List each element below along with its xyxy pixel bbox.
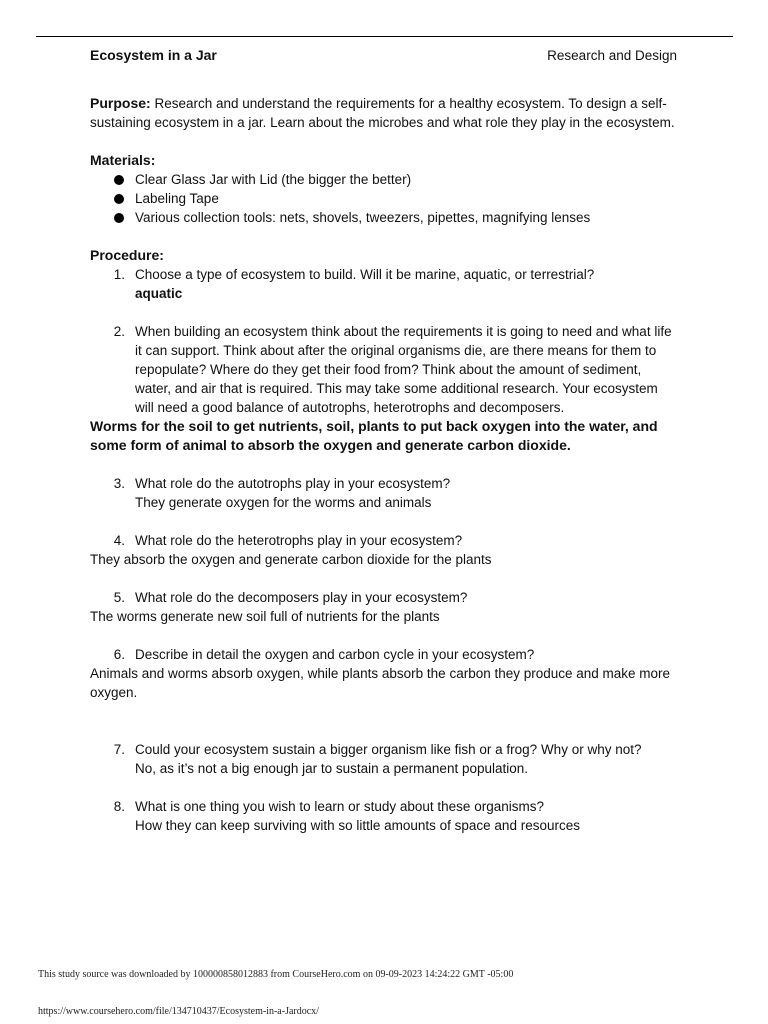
step-question: When building an ecosystem think about the requirements it is going to need and what life it can support. Think about after the original organisms die, are there means for them to repopulate? Where do they get their food from? Think about the amount of sediment, water, and air that is required. This may take some additional research. Your ecosystem will need a good balance of autotrophs, heterotrophs and decomposers.	[135, 324, 672, 415]
step-answer: The worms generate new soil full of nutrients for the plants	[90, 609, 440, 624]
bullet-icon	[114, 194, 124, 204]
source-url: https://www.coursehero.com/file/134710437/Ecosystem-in-a-Jardocx/	[38, 1006, 319, 1017]
download-notice: This study source was downloaded by 100000858012883 from CourseHero.com on 09-09-2023 14:24:22 GMT -05:00	[38, 969, 514, 980]
step-answer: They absorb the oxygen and generate carbon dioxide for the plants	[90, 552, 492, 567]
list-item: Labeling Tape	[114, 189, 680, 208]
step-question: What is one thing you wish to learn or study about these organisms?	[135, 799, 544, 814]
procedure-step-4: 4. What role do the heterotrophs play in your ecosystem?	[90, 531, 680, 550]
bullet-icon	[114, 175, 124, 185]
document-title: Ecosystem in a Jar	[90, 47, 217, 63]
step-question: What role do the decomposers play in your ecosystem?	[135, 590, 468, 605]
step-answer: How they can keep surviving with so little amounts of space and resources	[135, 818, 580, 833]
procedure-heading: Procedure:	[90, 247, 164, 263]
purpose-text: Research and understand the requirements for a healthy ecosystem. To design a self-sustaining ecosystem in a jar. Learn about the microbes and what role they play in the ecosystem.	[90, 96, 675, 130]
header-subject: Research and Design	[547, 48, 677, 63]
procedure-step-6: 6. Describe in detail the oxygen and carbon cycle in your ecosystem?	[90, 645, 680, 664]
step-answer: aquatic	[135, 286, 183, 301]
step-question: What role do the autotrophs play in your ecosystem?	[135, 476, 451, 491]
materials-list	[90, 170, 680, 227]
step-question: Could your ecosystem sustain a bigger organism like fish or a frog? Why or why not?	[135, 742, 642, 757]
bullet-icon	[114, 213, 124, 223]
purpose-paragraph	[90, 94, 680, 132]
procedure-step-1: 1. Choose a type of ecosystem to build. Will it be marine, aquatic, or terrestrial? aquatic	[90, 265, 680, 303]
procedure-step-7: 7. Could your ecosystem sustain a bigger organism like fish or a frog? Why or why not? No, as it’s not a big enough jar to sustain a permanent population.	[90, 740, 680, 778]
header-rule	[36, 36, 733, 37]
purpose-label: Purpose:	[90, 95, 151, 111]
document-body	[90, 94, 680, 835]
materials-heading: Materials:	[90, 152, 156, 168]
procedure-step-2: 2. When building an ecosystem think about the requirements it is going to need and what life it can support. Think about after the original organisms die, are there means for them to repopulate? Where do they get their food from? Think about the amount of sediment, water, and air that is required. This may take some additional research. Your ecosystem will need a good balance of autotrophs, heterotrophs and decomposers.	[90, 322, 680, 417]
list-item: Various collection tools: nets, shovels, tweezers, pipettes, magnifying lenses	[114, 208, 680, 227]
procedure-step-5: 5. What role do the decomposers play in your ecosystem?	[90, 588, 680, 607]
step-question: Choose a type of ecosystem to build. Will it be marine, aquatic, or terrestrial?	[135, 267, 595, 282]
step-answer: Animals and worms absorb oxygen, while plants absorb the carbon they produce and make more oxygen.	[90, 666, 671, 700]
procedure-step-3: 3. What role do the autotrophs play in your ecosystem? They generate oxygen for the worms and animals	[90, 474, 680, 512]
step-answer: Worms for the soil to get nutrients, soil, plants to put back oxygen into the water, and some form of animal to absorb the oxygen and generate carbon dioxide.	[90, 418, 658, 453]
step-question: What role do the heterotrophs play in your ecosystem?	[135, 533, 463, 548]
list-item: Clear Glass Jar with Lid (the bigger the better)	[114, 170, 680, 189]
step-answer: No, as it’s not a big enough jar to sustain a permanent population.	[135, 761, 529, 776]
step-answer: They generate oxygen for the worms and animals	[135, 495, 432, 510]
step-question: Describe in detail the oxygen and carbon cycle in your ecosystem?	[135, 647, 535, 662]
procedure-step-8: 8. What is one thing you wish to learn or study about these organisms? How they can keep surviving with so little amounts of space and resources	[90, 797, 680, 835]
